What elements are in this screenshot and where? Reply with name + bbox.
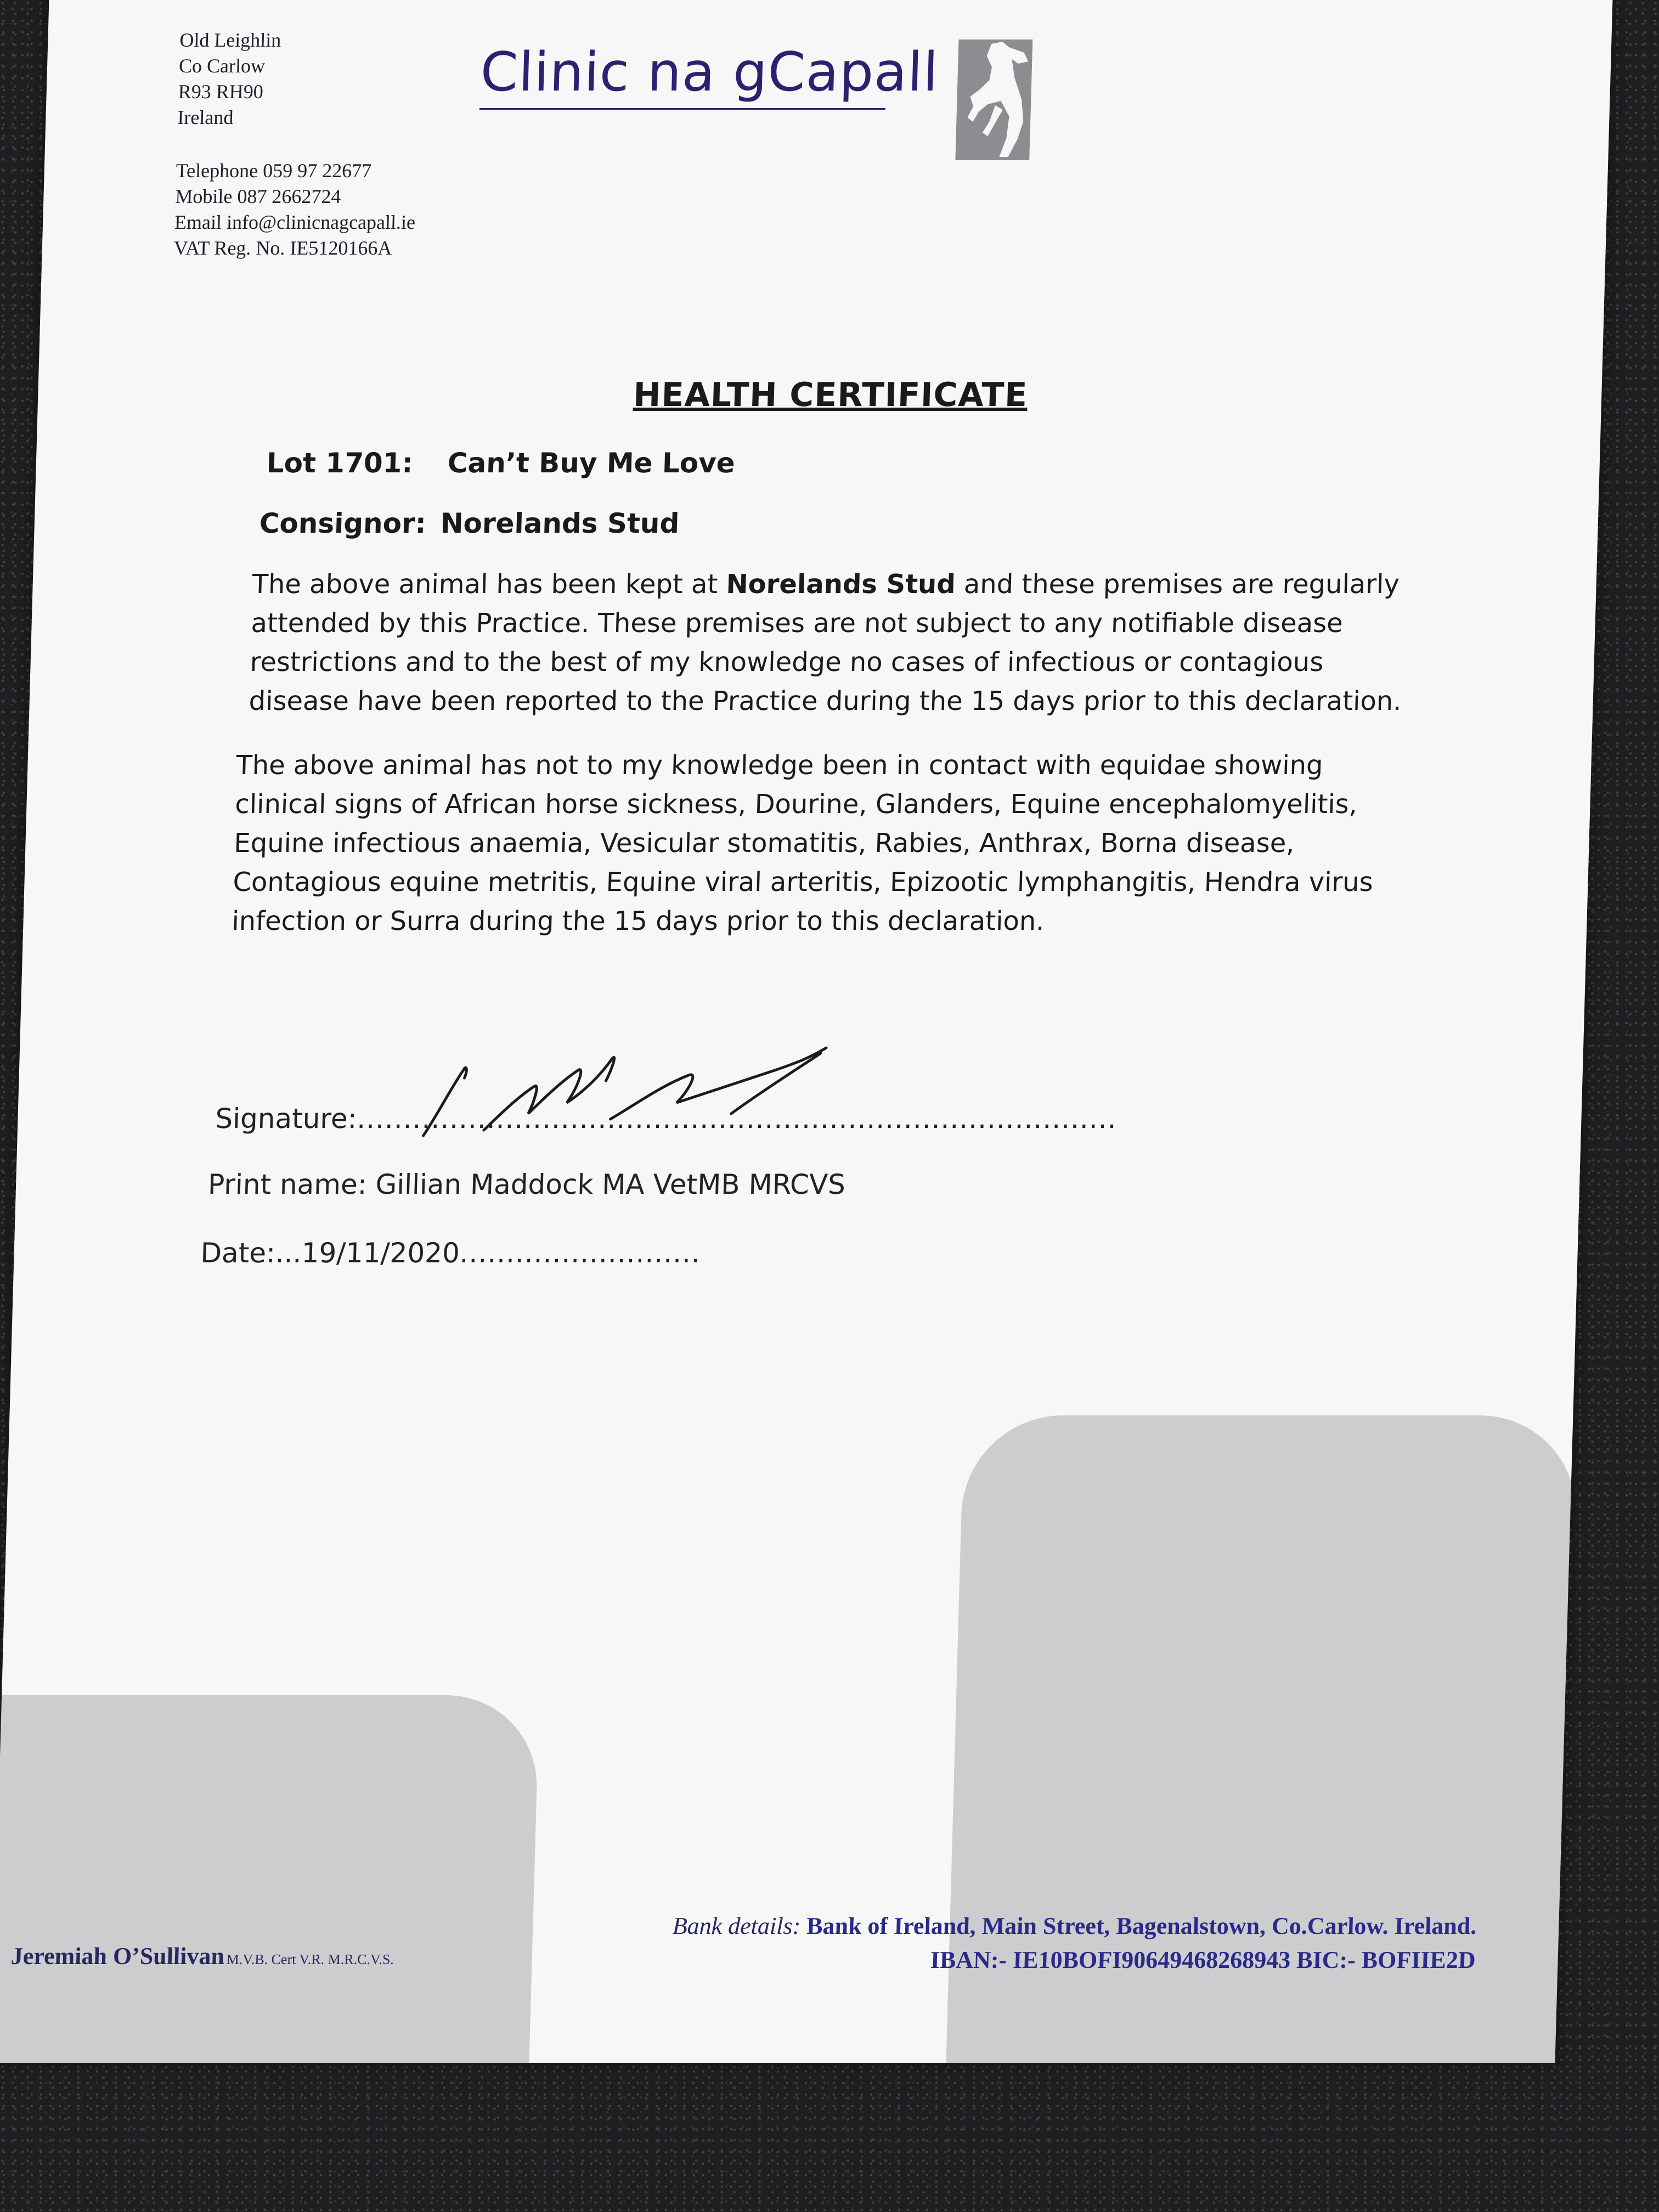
bank-label: Bank details: — [672, 1912, 801, 1939]
contact-line: Email info@clinicnagcapall.ie — [174, 211, 416, 233]
horse-rearing-icon — [955, 40, 1032, 160]
consignor-label: Consignor: — [258, 507, 427, 539]
address-line: Old Leighlin — [179, 29, 281, 51]
paragraph-line: clinical signs of African horse sickness, Dourine, Glanders, Equine encephalomyelitis, — [234, 789, 1358, 820]
clinic-name: Clinic na gCapall — [479, 41, 940, 104]
premises-declaration-paragraph — [249, 565, 1405, 721]
photo-shadow-left — [0, 1695, 539, 2063]
paragraph-line: Equine infectious anaemia, Vesicular stomatitis, Rabies, Anthrax, Borna disease, — [233, 828, 1295, 859]
certificate-title: HEALTH CERTIFICATE — [633, 376, 1029, 414]
footer-vet-name — [10, 1942, 394, 1970]
vet-name: Jeremiah O’Sullivan — [10, 1943, 225, 1970]
disease-contact-paragraph — [232, 746, 1389, 941]
contact-line: Telephone 059 97 22677 — [176, 160, 372, 182]
date-row — [200, 1237, 701, 1269]
address-line: Ireland — [177, 106, 234, 128]
paragraph-line: disease have been reported to the Practice during the 15 days prior to this declaration. — [248, 686, 1402, 716]
consignor-row — [259, 507, 680, 539]
bank-value: Bank of Ireland, Main Street, Bagenalstown, Co.Carlow. Ireland. — [806, 1912, 1477, 1939]
address-line: R93 RH90 — [178, 81, 264, 103]
date-label: Date:... — [200, 1237, 302, 1269]
premises-name: Norelands Stud — [725, 569, 956, 600]
consignor-value: Norelands Stud — [439, 507, 680, 539]
signature-dots: .................................................................................. — [356, 1103, 1118, 1135]
bank-line — [672, 1909, 1477, 1943]
signature-label: Signature: — [215, 1103, 358, 1135]
footer-bank-details — [671, 1909, 1477, 1977]
paragraph-text: and these premises are regularly — [955, 569, 1400, 600]
address-spacer — [176, 131, 417, 158]
lot-row — [266, 447, 735, 479]
paragraph-line: infection or Surra during the 15 days prior to this declaration. — [231, 906, 1045, 936]
paragraph-line: attended by this Practice. These premises are not subject to any notifiable disease — [250, 608, 1344, 639]
lot-label: Lot 1701: — [266, 447, 414, 479]
logo-underline — [479, 108, 885, 110]
lot-value: Can’t Buy Me Love — [447, 447, 736, 479]
handwritten-signature — [401, 1037, 926, 1147]
paragraph-line: restrictions and to the best of my knowledge no cases of infectious or contagious — [249, 647, 1324, 678]
paragraph-text: The above animal has been kept at — [251, 569, 727, 600]
date-dots: .......................... — [459, 1237, 701, 1269]
vet-qualifications: M.V.B. Cert V.R. M.R.C.V.S. — [226, 1951, 394, 1967]
address-line: Co Carlow — [178, 55, 266, 77]
contact-line: VAT Reg. No. IE5120166A — [173, 237, 393, 259]
paragraph-line: Contagious equine metritis, Equine viral arteritis, Epizootic lymphangitis, Hendra virus — [232, 867, 1374, 898]
clinic-logo — [478, 41, 1057, 167]
date-value: 19/11/2020 — [301, 1237, 460, 1269]
print-name: Print name: Gillian Maddock MA VetMB MRCVS — [207, 1169, 846, 1200]
contact-line: Mobile 087 2662724 — [174, 185, 342, 207]
paragraph-line: The above animal has not to my knowledge been in contact with equidae showing — [235, 750, 1324, 781]
iban-line: IBAN:- IE10BOFI90649468268943 BIC:- BOFIIE2D — [930, 1946, 1476, 1973]
paragraph-line — [252, 565, 1405, 604]
clinic-address-block — [173, 27, 421, 261]
